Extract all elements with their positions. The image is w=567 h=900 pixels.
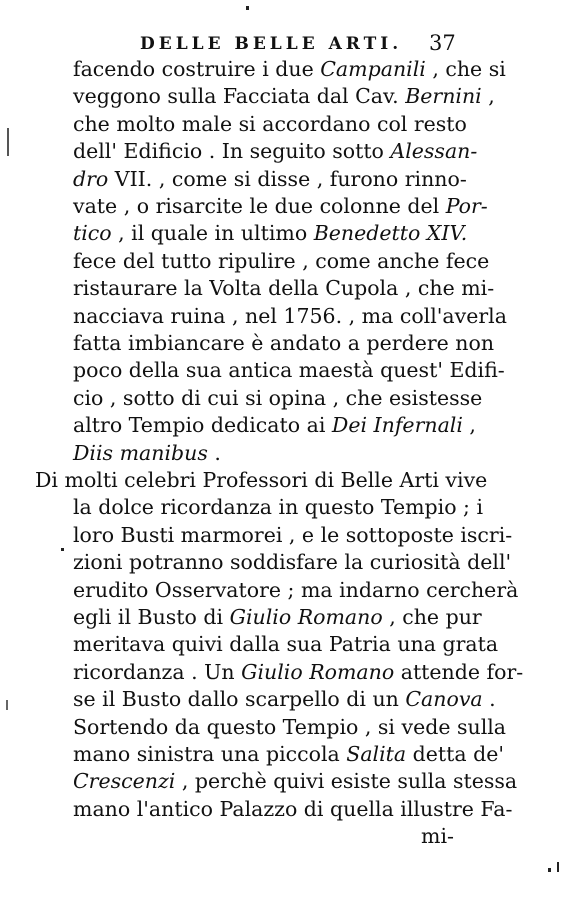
text-line: la dolce ricordanza in questo Tempio ; i: [73, 495, 484, 520]
text-line: Crescenzi , perchè quivi esiste sulla stessa: [73, 769, 518, 794]
text-line: vate , o risarcite le due colonne del Por-: [73, 194, 488, 218]
text-line: Diis manibus .: [73, 440, 221, 465]
text-line: ristaurare la Volta della Cupola , che mi-: [73, 276, 495, 301]
scan-speck: [548, 868, 551, 872]
text-line: ricordanza . Un Giulio Romano attende for-: [73, 659, 524, 684]
running-head: [0, 31, 567, 58]
text-line: Di molti celebri Professori di Belle Arti vive: [35, 468, 488, 492]
text-line: nacciava ruina , nel 1756. , ma coll'averla: [73, 303, 507, 328]
scan-speck: [6, 700, 8, 710]
text-line: mano sinistra una piccola Salita detta de': [73, 742, 505, 766]
text-line: meritava quivi dalla sua Patria una grata: [73, 632, 499, 657]
text-line: mano l'antico Palazzo di quella illustre Fa-: [73, 796, 513, 821]
text-line: fatta imbiancare è andato a perdere non: [73, 331, 495, 355]
text-line: cio , sotto di cui si opina , che esistesse: [73, 385, 483, 410]
scan-speck: [7, 128, 9, 156]
scan-speck: [557, 862, 559, 872]
text-line: dell' Edificio . In seguito sotto Alessan-: [73, 139, 478, 164]
text-line: erudito Osservatore ; ma indarno cercherà: [73, 577, 519, 602]
text-line: altro Tempio dedicato ai Dei Infernali ,: [73, 413, 476, 438]
text-line: loro Busti marmorei , e le sottoposte iscri-: [73, 522, 513, 547]
text-line: che molto male si accordano col resto: [73, 111, 467, 136]
page-number: 37: [429, 31, 456, 55]
catchword: mi-: [421, 824, 454, 849]
text-line: zioni potranno soddisfare la curiosità dell': [73, 550, 512, 575]
scan-speck: [246, 6, 249, 10]
running-title: DELLE BELLE ARTI.: [140, 34, 403, 54]
text-line: se il Busto dallo scarpello di un Canova .: [73, 687, 496, 712]
text-line: Sortendo da questo Tempio , si vede sulla: [73, 714, 507, 739]
scan-speck: [61, 548, 64, 551]
text-line: egli il Busto di Giulio Romano , che pur: [73, 605, 482, 629]
text-line: facendo costruire i due Campanili , che si: [73, 57, 506, 81]
text-line: dro VII. , come si disse , furono rinno-: [73, 166, 467, 191]
text-line: veggono sulla Facciata dal Cav. Bernini ,: [73, 84, 495, 109]
text-line: tico , il quale in ultimo Benedetto XIV.: [73, 221, 468, 246]
text-line: poco della sua antica maestà quest' Edifi-: [73, 358, 505, 383]
text-line: fece del tutto ripulire , come anche fece: [73, 248, 490, 273]
